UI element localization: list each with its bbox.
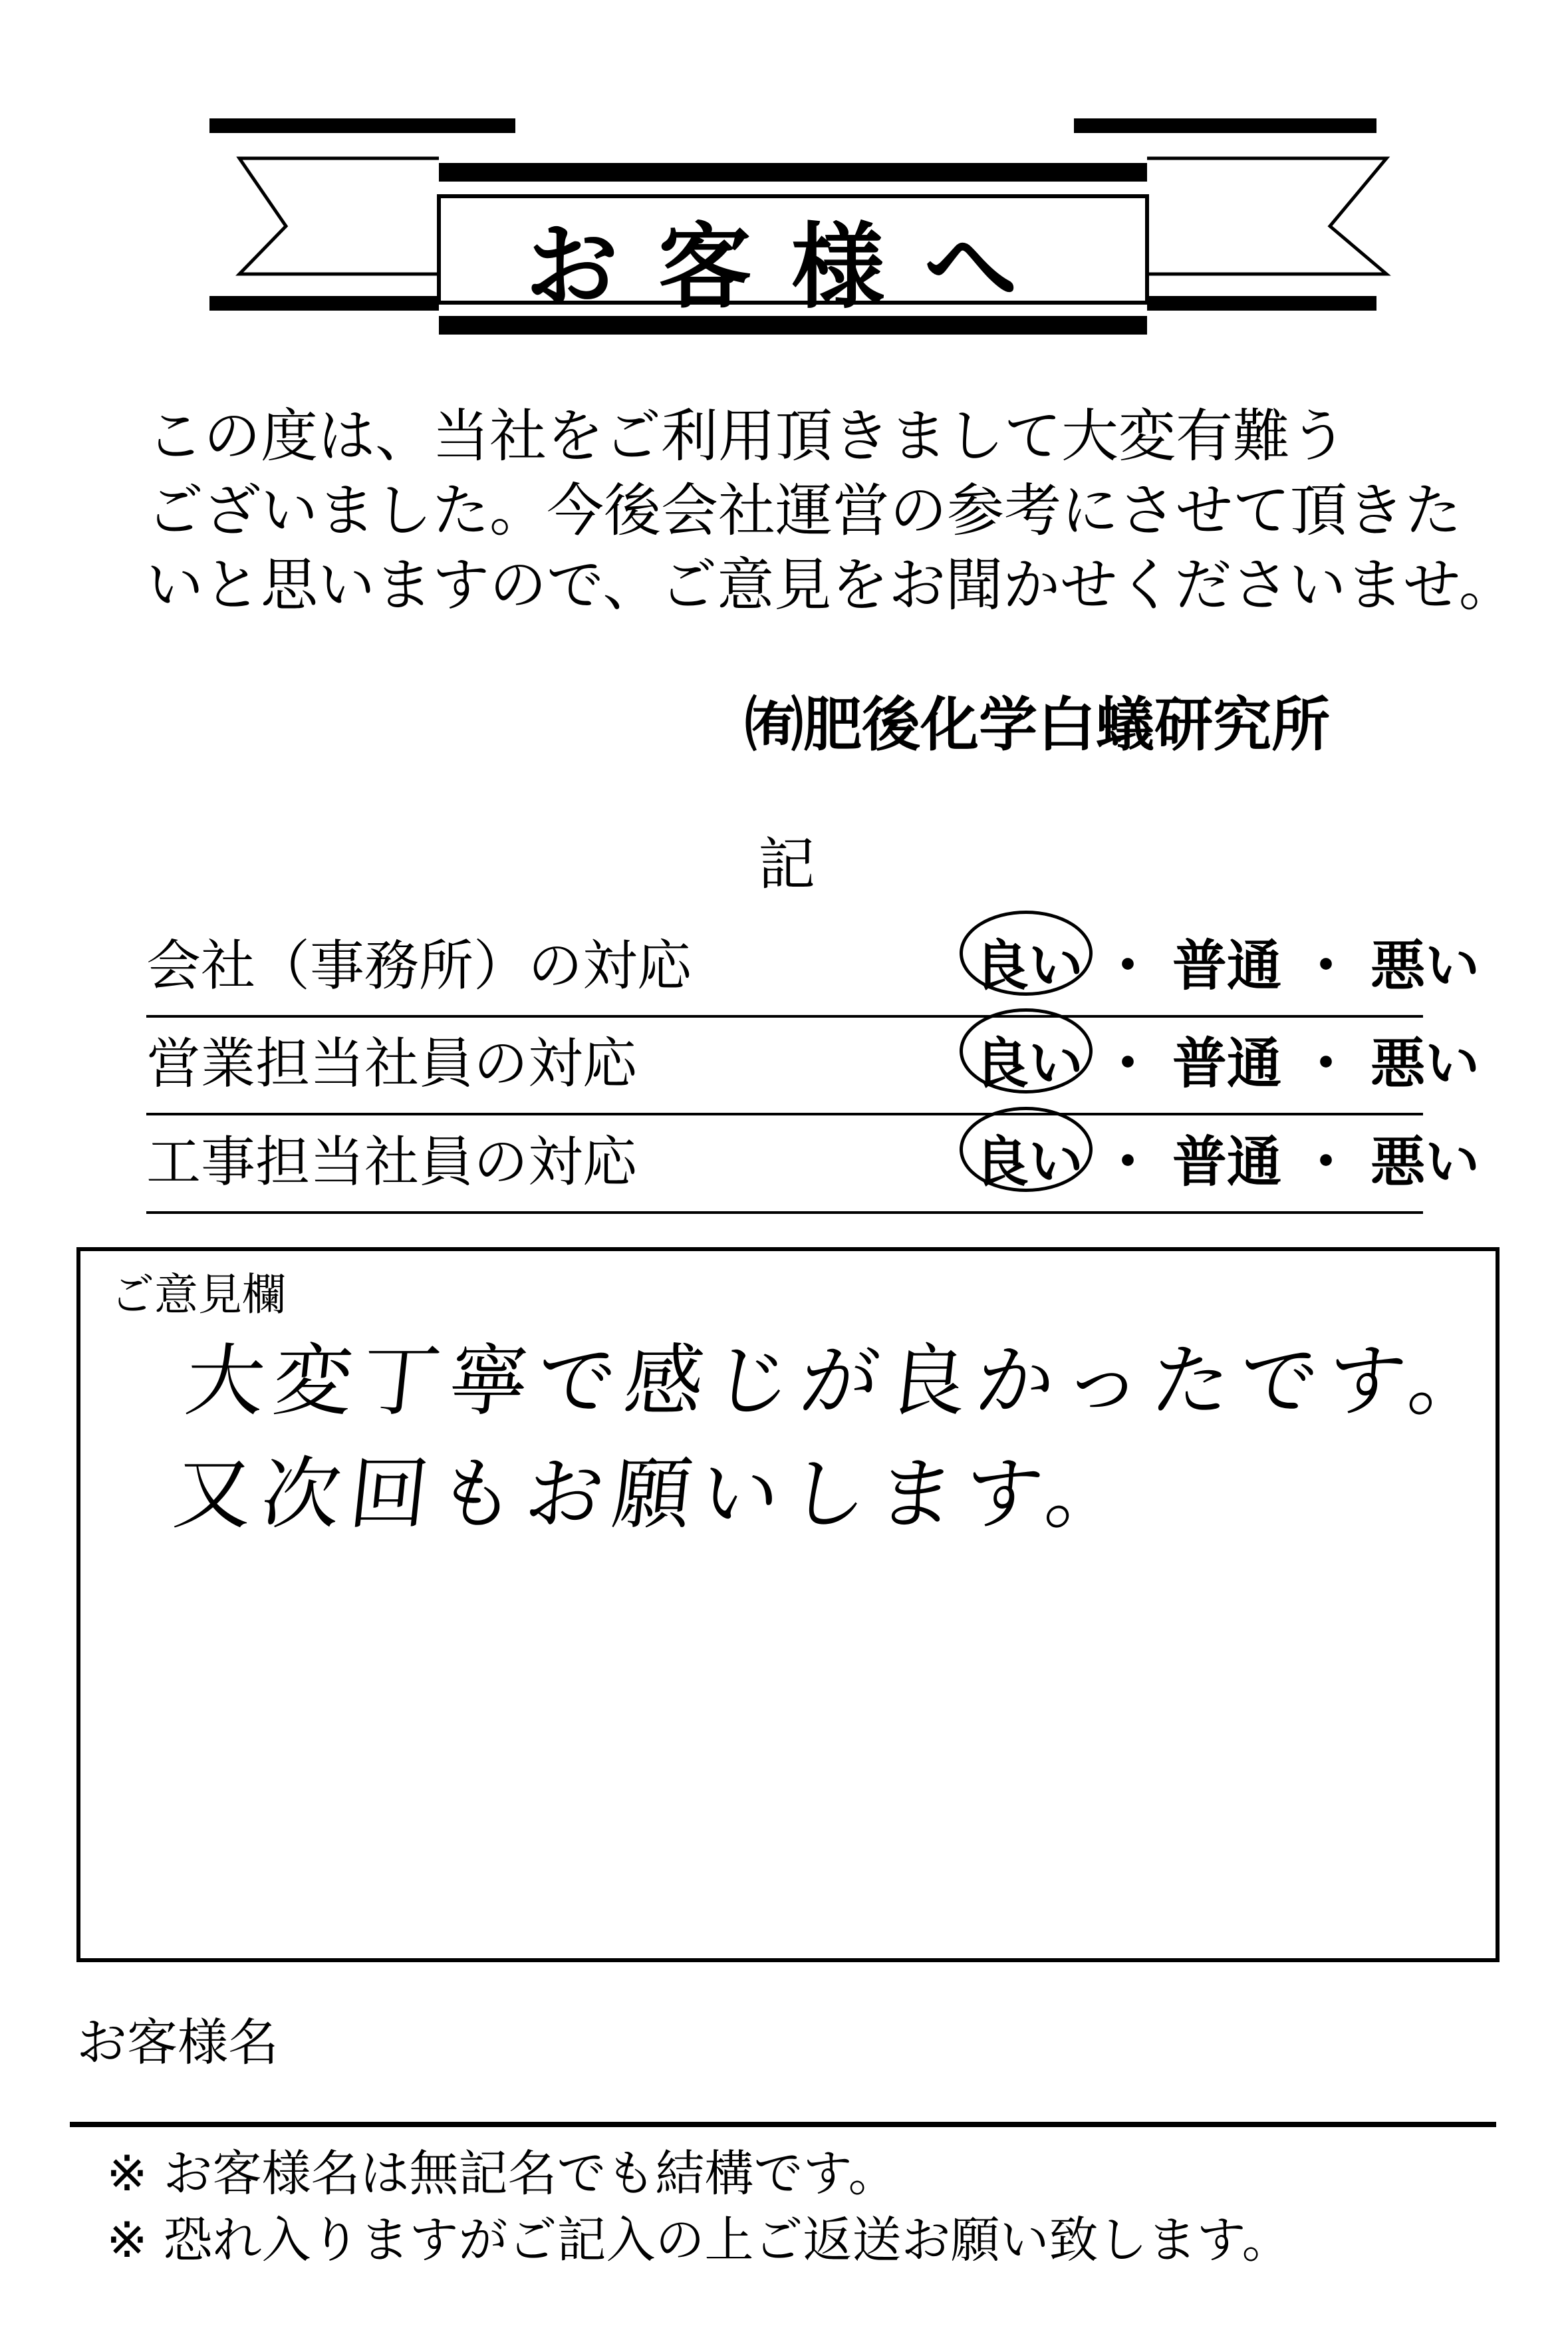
comment-box[interactable]	[76, 1247, 1500, 1962]
banner-bar-right-top	[1074, 118, 1376, 133]
rating-options	[974, 1119, 1480, 1197]
rating-options	[974, 1020, 1480, 1098]
rating-label: 会社（事務所）の対応	[146, 935, 692, 998]
ki-label: 記	[758, 831, 815, 898]
rating-label: 工事担当社員の対応	[146, 1131, 638, 1194]
rating-option-good[interactable]: 良い	[974, 1119, 1083, 1197]
banner-bar-top	[439, 163, 1147, 182]
comment-label: ご意見欄	[110, 1269, 286, 1320]
separator-dot: ・	[1101, 935, 1156, 998]
handwritten-line: 大変丁寧で感じが良かったです。	[181, 1335, 1502, 1427]
customer-name-label: お客様名	[76, 2013, 279, 2072]
separator-dot: ・	[1101, 1032, 1156, 1095]
footnote: ※ 恐れ入りますがご記入の上ご返送お願い致します。	[106, 2212, 1291, 2269]
rating-row-construction	[146, 1117, 1480, 1214]
ribbon-tail-left	[239, 158, 439, 274]
rating-option-good[interactable]: 良い	[974, 923, 1083, 1000]
intro-line: いと思いますので、ご意見をお聞かせくださいませ。	[146, 552, 1516, 619]
rating-option-average[interactable]: 普通	[1172, 1032, 1282, 1095]
rating-option-bad[interactable]: 悪い	[1371, 1131, 1480, 1194]
rating-option-bad[interactable]: 悪い	[1371, 935, 1480, 998]
company-name: ㈲肥後化学白蟻研究所	[745, 690, 1331, 759]
handwritten-line: 又次回もお願いします。	[169, 1448, 1138, 1540]
separator-dot: ・	[1299, 1032, 1354, 1095]
separator-dot: ・	[1299, 935, 1354, 998]
ribbon-tail-right	[1147, 158, 1386, 274]
banner-bar-right-bottom	[1147, 296, 1376, 311]
selected-circle-mark	[960, 911, 1093, 996]
rating-label: 営業担当社員の対応	[146, 1032, 638, 1095]
handwritten-comment	[168, 1324, 1502, 1550]
selected-circle-mark	[960, 1008, 1093, 1093]
intro-line: この度は、当社をご利用頂きまして大変有難う	[146, 403, 1347, 470]
intro-text	[146, 399, 1516, 623]
separator-dot: ・	[1101, 1131, 1156, 1194]
rating-option-average[interactable]: 普通	[1172, 1131, 1282, 1194]
customer-name-field[interactable]	[70, 2122, 1496, 2127]
footnotes	[106, 2140, 1291, 2273]
banner-bar-left-top	[209, 118, 515, 133]
rating-row-office	[146, 921, 1480, 1018]
rating-option-good[interactable]: 良い	[974, 1020, 1083, 1098]
page-title: お客様へ	[525, 212, 1057, 322]
rating-option-average[interactable]: 普通	[1172, 935, 1282, 998]
rating-row-sales	[146, 1019, 1480, 1115]
selected-circle-mark	[960, 1107, 1093, 1192]
rating-options	[974, 923, 1480, 1000]
banner-bar-left-bottom	[209, 296, 439, 311]
footnote: ※ お客様名は無記名でも結構です。	[106, 2145, 898, 2202]
rating-option-bad[interactable]: 悪い	[1371, 1032, 1480, 1095]
intro-line: ございました。今後会社運営の参考にさせて頂きた	[146, 478, 1462, 544]
separator-dot: ・	[1299, 1131, 1354, 1194]
